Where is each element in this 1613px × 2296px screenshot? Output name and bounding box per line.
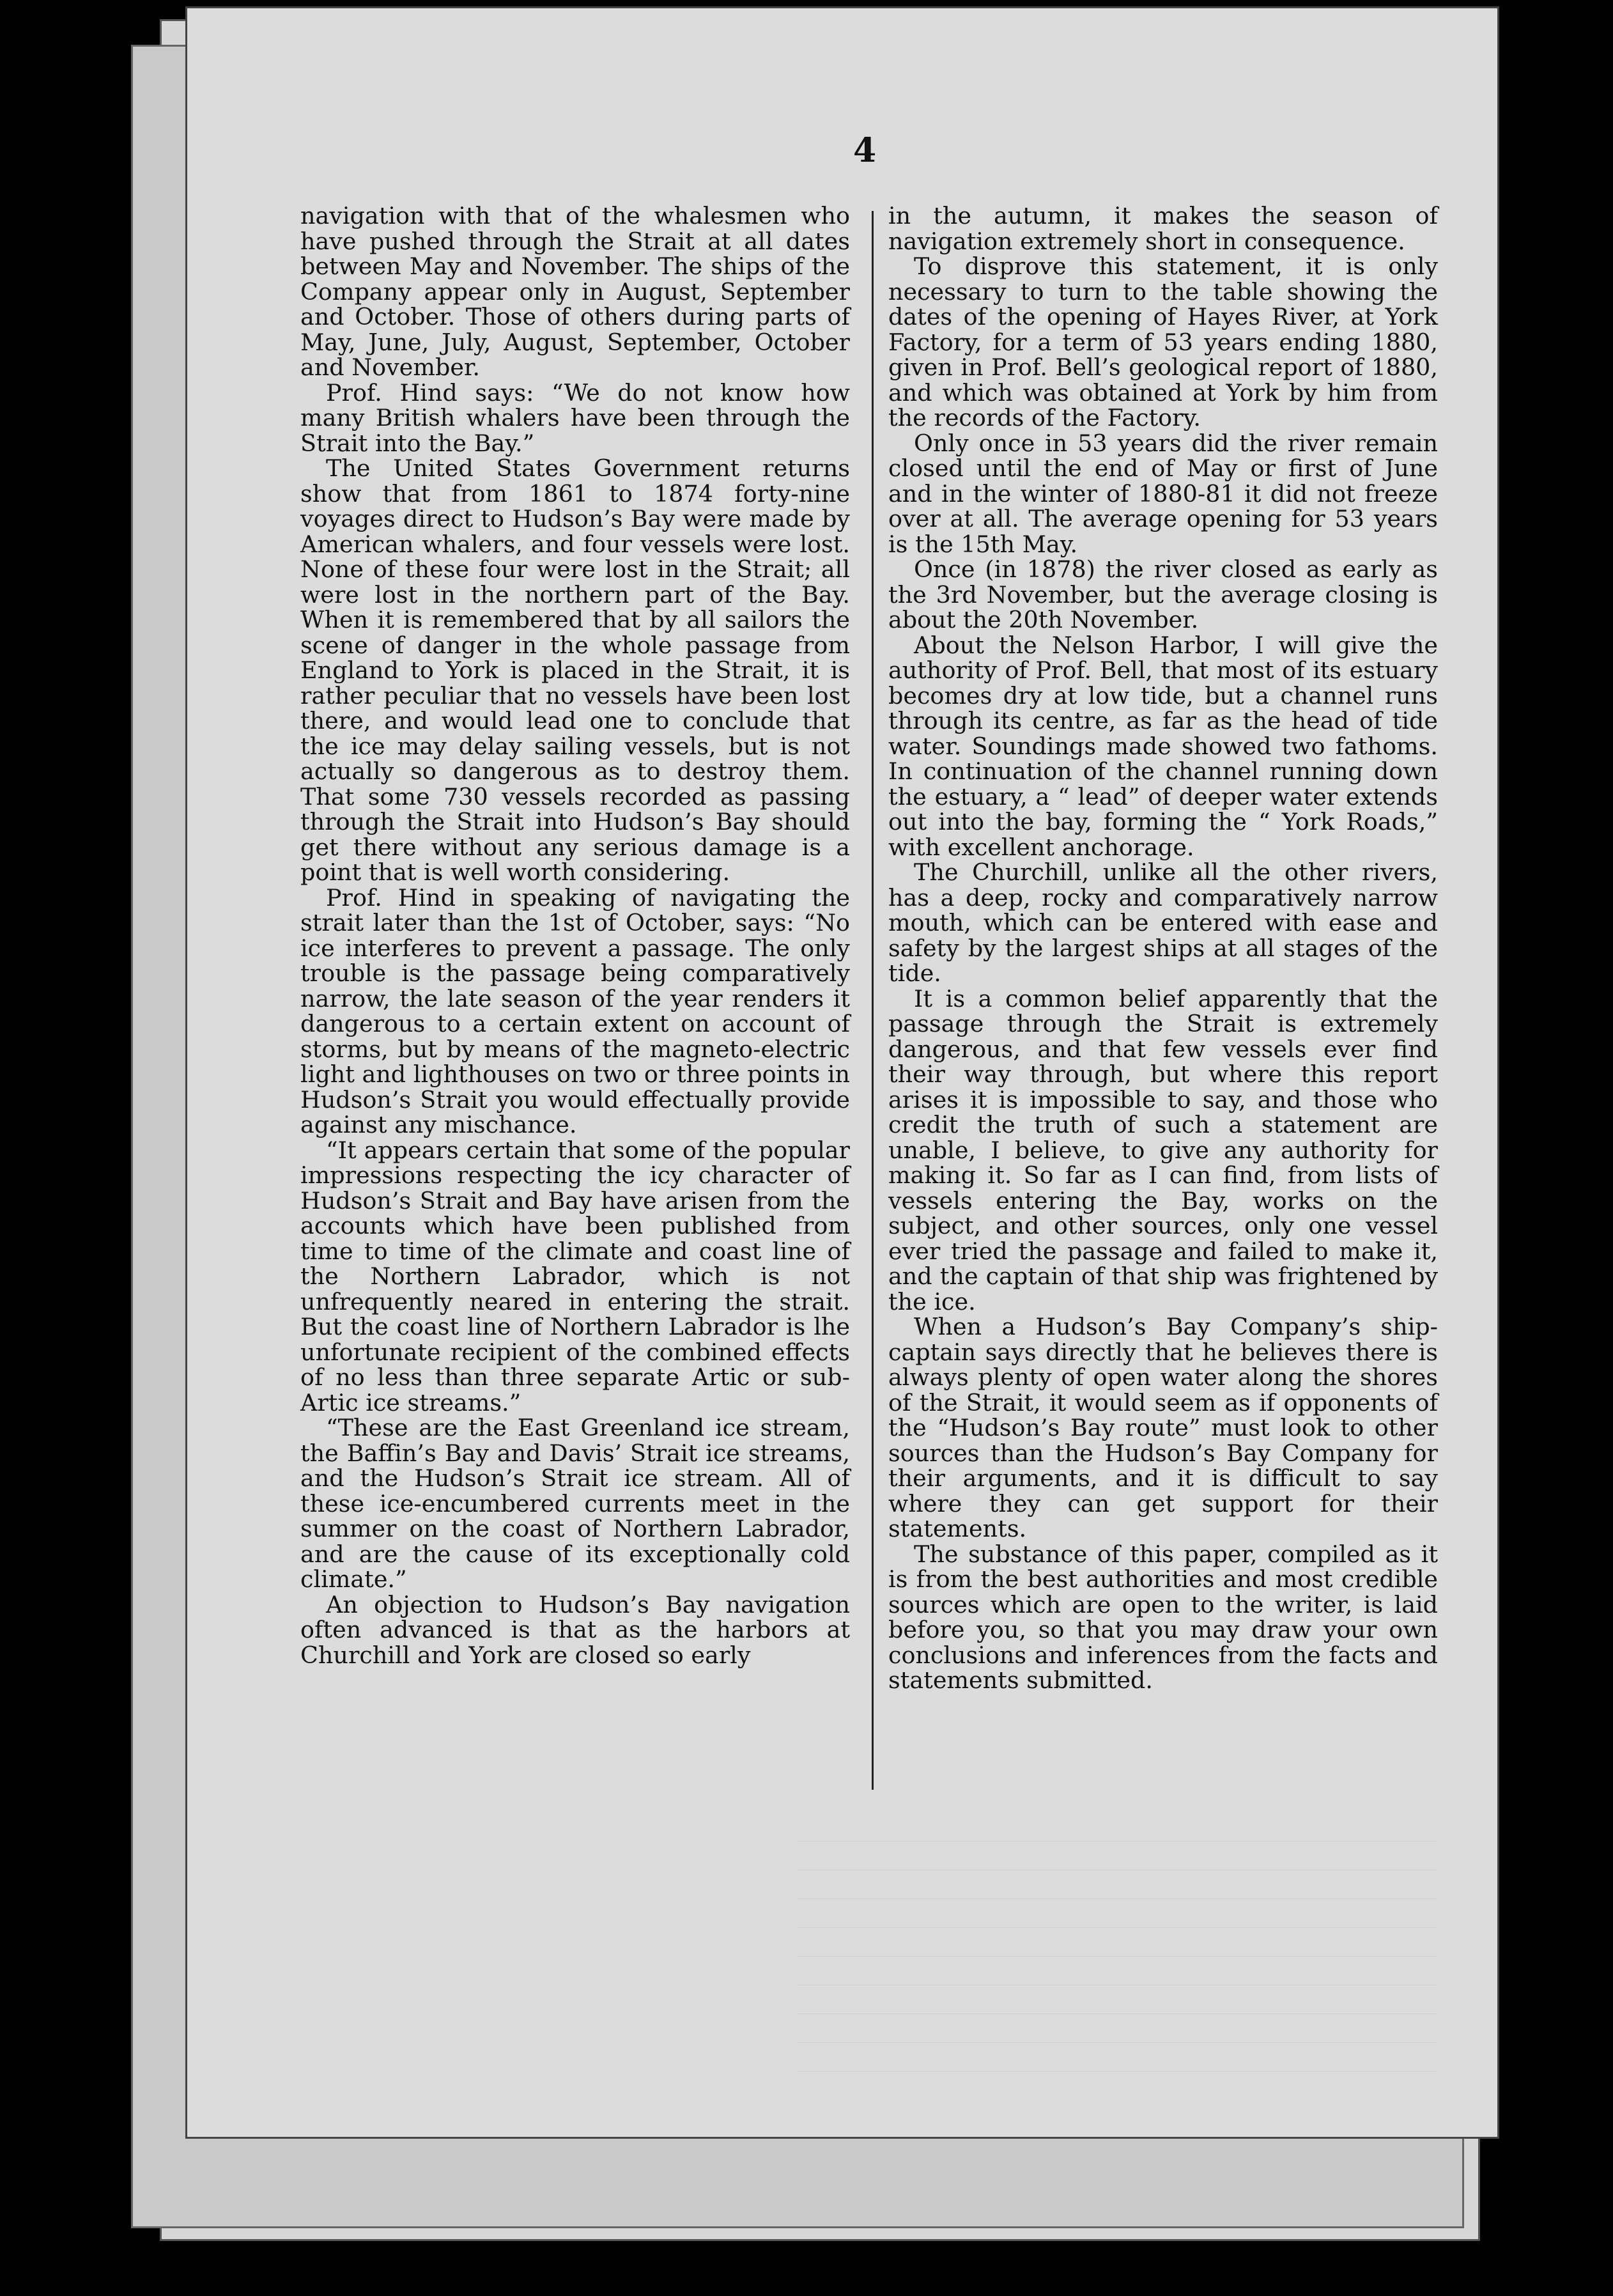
paragraph: Prof. Hind in speaking of navigating the strait later than the 1st of October, says: “No ice interferes to prevent a passage. The only trouble is the passage being comparatively narrow, the late season of the year renders it dangerous to a certain extent on account of storms, but by means of the magneto-electric light and lighthouses on two or three points in Hudson’s Strait you would effectually provide against any mischance. bbox=[300, 883, 850, 1138]
paragraph: To disprove this statement, it is only necessary to turn to the table showing the dates of the opening of Hayes River, at York Factory, for a term of 53 years ending 1880, given in Prof. Bell’s geological report of 1880, and which was obtained at York by him from the records of the Factory. bbox=[888, 252, 1438, 431]
left-column bbox=[300, 203, 850, 1668]
paragraph: It is a common belief apparently that the passage through the Strait is extremely dangerous, and that few vessels ever find their way through, but where this report arises it is impossible to say, and those who credit the truth of such a statement are unable, I believe, to give any authority for making it. So far as I can find, from lists of vessels entering the Bay, works on the subject, and other sources, only one vessel ever tried the passage and failed to make it, and the captain of that ship was frightened by the ice. bbox=[888, 984, 1438, 1315]
show-through-text bbox=[799, 1815, 1438, 2097]
paragraph: Prof. Hind says: “We do not know how many British whalers have been through the Strait into the Bay.” bbox=[300, 378, 850, 457]
paragraph: The United States Government returns show that from 1861 to 1874 forty-nine voyages direct to Hudson’s Bay were made by American whalers, and four vessels were lost. None of these four were lost in the Strait; all were lost in the northern part of the Bay. When it is remembered that by all sailors the scene of danger in the whole passage from England to York is placed in the Strait, it is rather peculiar that no vessels have been lost there, and would lead one to conclude that the ice may delay sailing vessels, but is not actually so dangerous as to destroy them. That some 730 vessels recorded as passing through the Strait into Hudson’s Bay should get there without any serious damage is a point that is well worth considering. bbox=[300, 454, 850, 886]
paragraph: An objection to Hudson’s Bay navigation often advanced is that as the harbors at Churchill and York are closed so early bbox=[300, 1590, 850, 1669]
right-column bbox=[888, 203, 1438, 1693]
paragraph: About the Nelson Harbor, I will give the authority of Prof. Bell, that most of its estuary becomes dry at low tide, but a channel runs through its centre, as far as the head of tide water. Soundings made showed two fathoms. In continuation of the channel running down the estuary, a “ lead” of deeper water extends out into the bay, forming the “ York Roads,” with excellent anchorage. bbox=[888, 631, 1438, 861]
page-number: 4 bbox=[853, 131, 877, 170]
paragraph: in the autumn, it makes the season of navigation extremely short in consequence. bbox=[888, 202, 1438, 255]
paragraph: The substance of this paper, compiled as it is from the best authorities and most credible sources which are open to the writer, is laid before you, so that you may draw your own conclusions and inferences from the facts and statements submitted. bbox=[888, 1540, 1438, 1694]
paragraph: When a Hudson’s Bay Company’s ship-captain says directly that he believes there is always plenty of open water along the shores of the Strait, it would seem as if opponents of the “Hudson’s Bay route” must look to other sources than the Hudson’s Bay Company for their arguments, and it is difficult to say where they can get support for their statements. bbox=[888, 1313, 1438, 1542]
column-divider bbox=[872, 211, 874, 1790]
paragraph: Only once in 53 years did the river remain closed until the end of May or first of June and in the winter of 1880-81 it did not freeze over at all. The average opening for 53 years is the 15th May. bbox=[888, 429, 1438, 558]
paragraph: navigation with that of the whalesmen who have pushed through the Strait at all dates between May and November. The ships of the Company appear only in August, September and October. Those of others during parts of May, June, July, August, September, October and November. bbox=[300, 202, 850, 381]
paragraph: “It appears certain that some of the popular impressions respecting the icy character of Hudson’s Strait and Bay have arisen from the accounts which have been published from time to time of the climate and coast line of the Northern Labrador, which is not unfrequently neared in entering the strait. But the coast line of Northern Labrador is lhe unfortunate recipient of the combined effects of no less than three separate Artic or sub-Artic ice streams.” bbox=[300, 1136, 850, 1416]
paragraph: The Churchill, unlike all the other rivers, has a deep, rocky and comparatively narrow mouth, which can be entered with ease and safety by the largest ships at all stages of the tide. bbox=[888, 858, 1438, 987]
paragraph: Once (in 1878) the river closed as early as the 3rd November, but the average closing is about the 20th November. bbox=[888, 555, 1438, 633]
paragraph: “These are the East Greenland ice stream, the Baffin’s Bay and Davis’ Strait ice streams, and the Hudson’s Strait ice stream. All of these ice-encumbered currents meet in the summer on the coast of Northern Labrador, and are the cause of its exceptionally cold climate.” bbox=[300, 1414, 850, 1593]
